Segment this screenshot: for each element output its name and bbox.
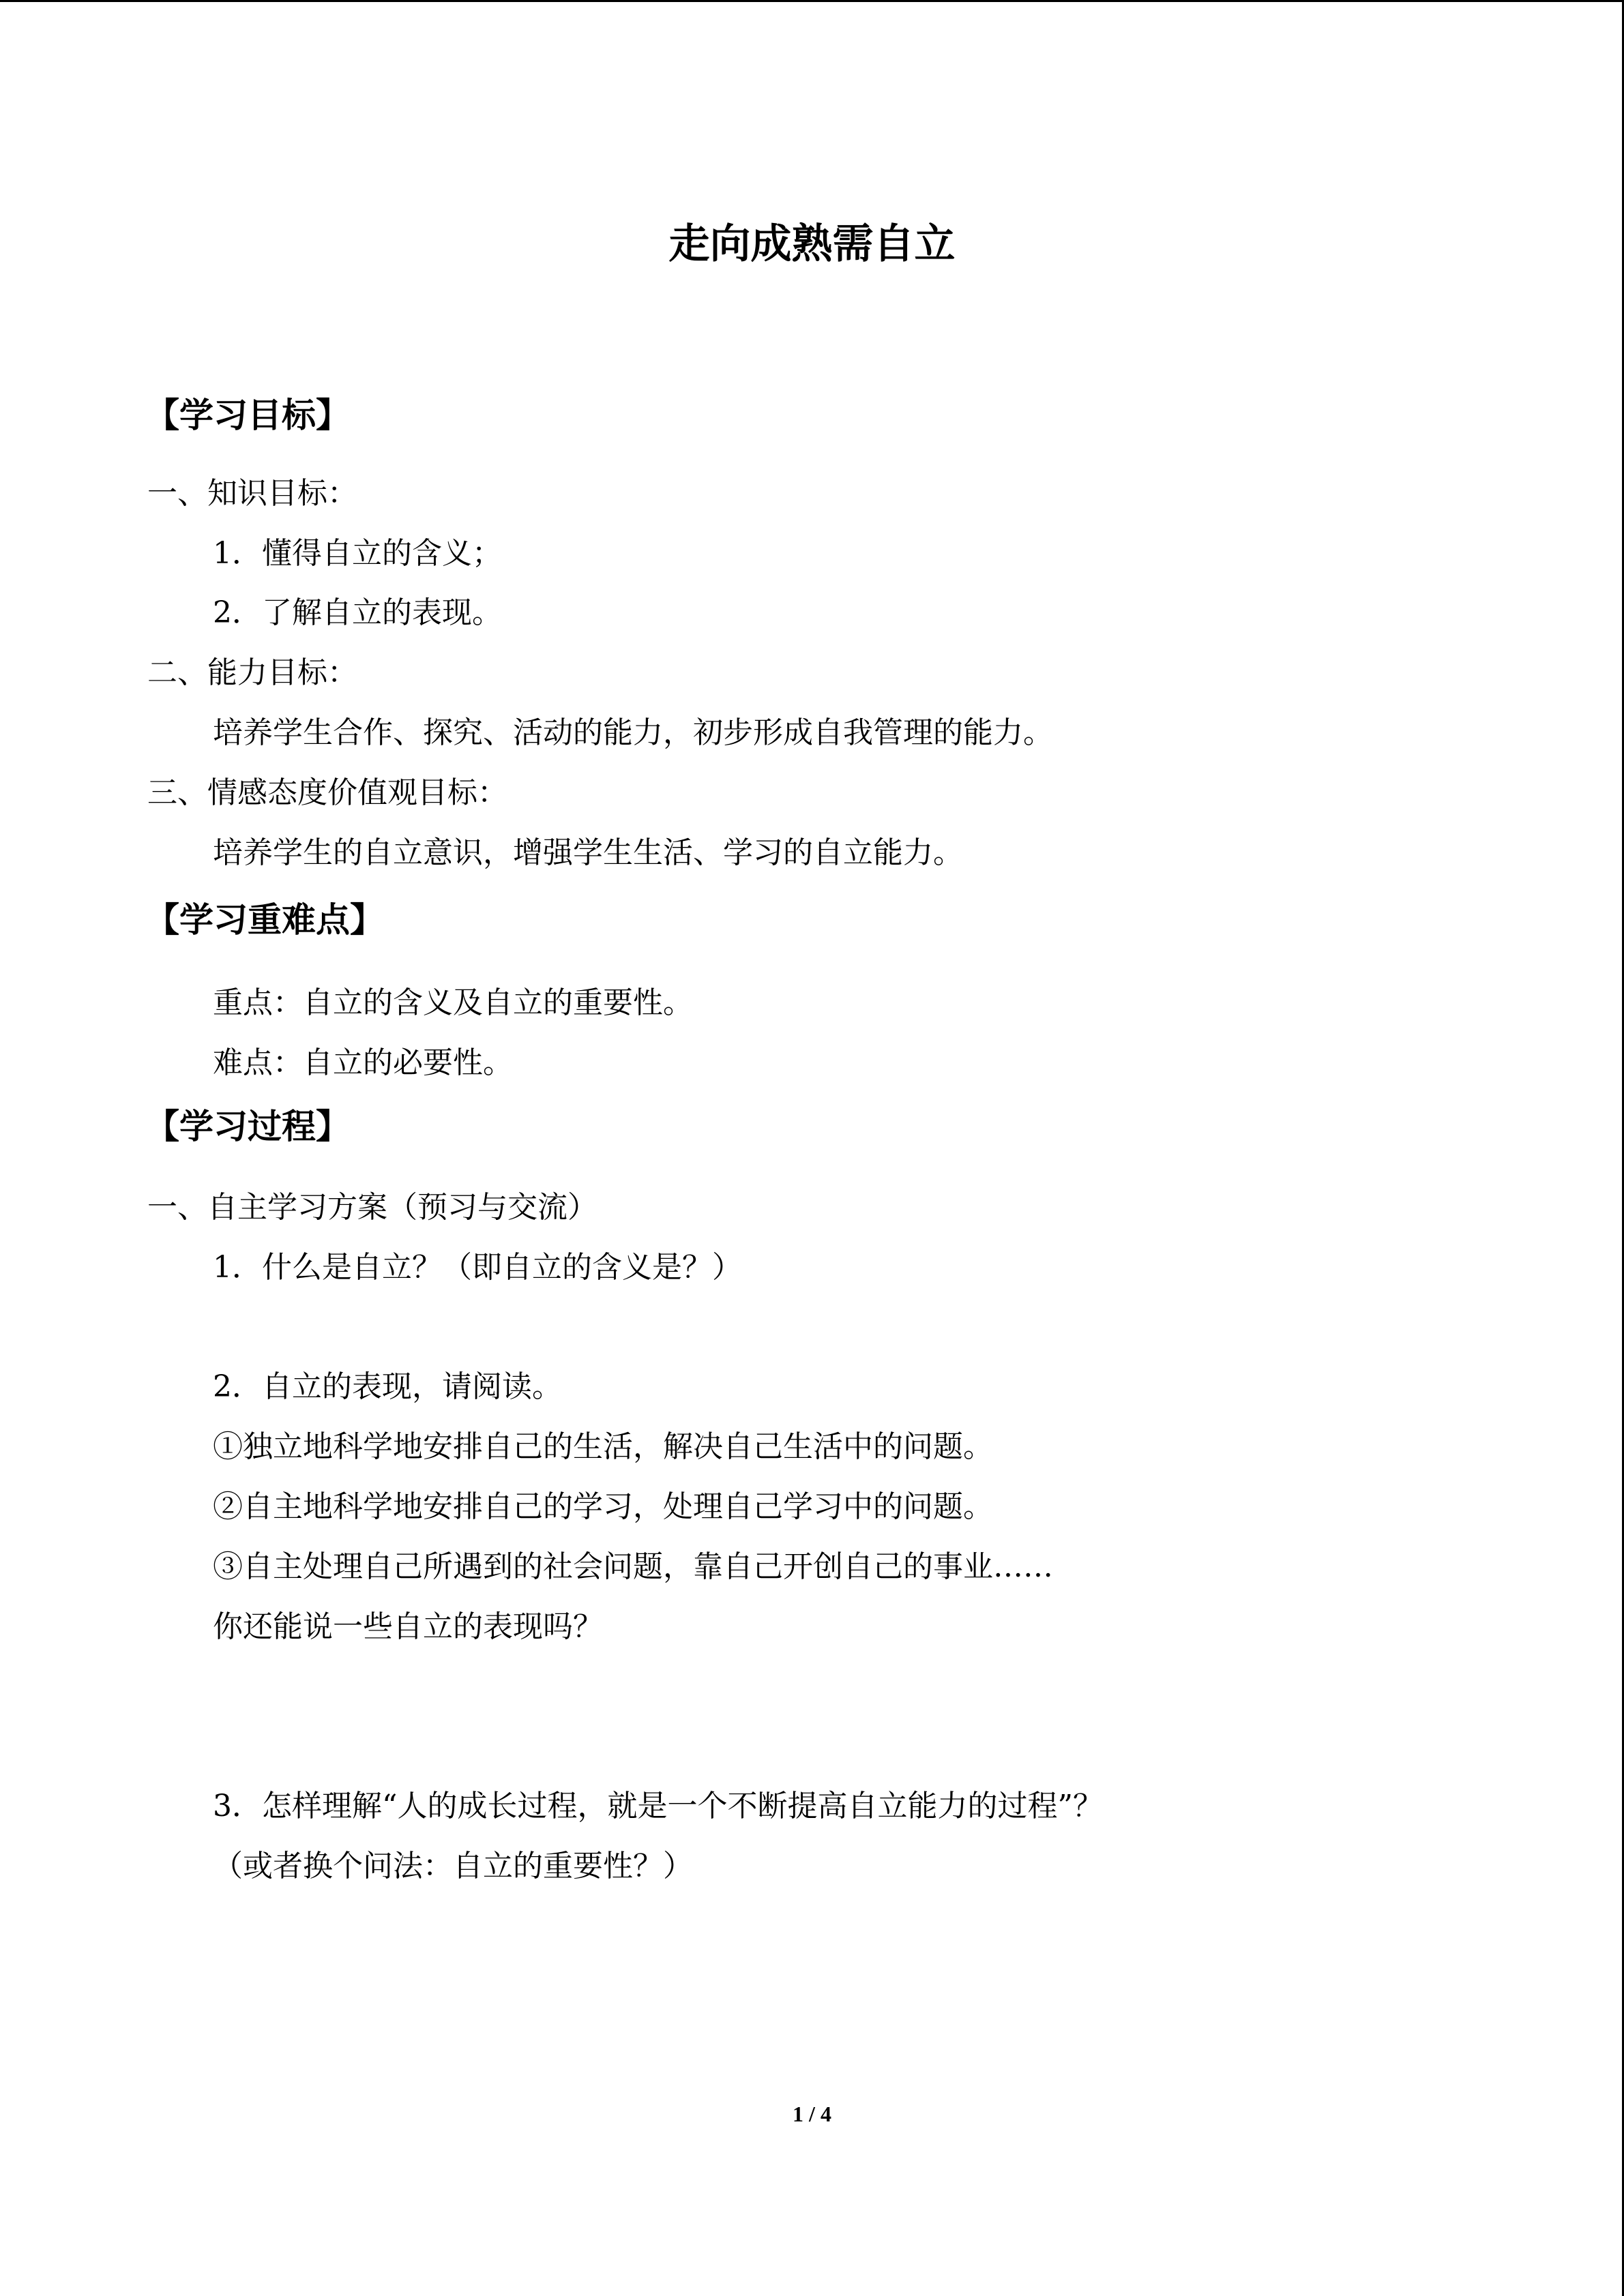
knowledge-objectives-label: 一、知识目标： (147, 476, 357, 511)
key-points-heading: 【学习重难点】 (145, 899, 384, 940)
objectives-heading: 【学习目标】 (145, 395, 350, 435)
page-number: 1 / 4 (793, 2102, 831, 2126)
process-heading: 【学习过程】 (145, 1106, 350, 1146)
difficult-point: 难点：自立的必要性。 (213, 1045, 513, 1080)
key-point: 重点：自立的含义及自立的重要性。 (213, 985, 693, 1020)
knowledge-item: 1．懂得自立的含义； (213, 536, 502, 571)
ability-objectives-label: 二、能力目标： (147, 655, 357, 690)
manifestation-item: ③自主处理自己所遇到的社会问题，靠自己开创自己的事业…… (213, 1549, 1053, 1584)
page-border-top (0, 0, 1624, 2)
page-title: 走向成熟需自立 (668, 220, 956, 268)
question-2-followup: 你还能说一些自立的表现吗？ (213, 1609, 603, 1644)
question-3-alternative: （或者换个问法：自立的重要性？） (213, 1849, 693, 1883)
manifestation-item: ②自主地科学地安排自己的学习，处理自己学习中的问题。 (213, 1489, 993, 1524)
question-3: 3．怎样理解“人的成长过程，就是一个不断提高自立能力的过程”？ (213, 1789, 1103, 1823)
emotion-objectives-label: 三、情感态度价值观目标： (147, 775, 507, 810)
question-2: 2．自立的表现，请阅读。 (213, 1369, 562, 1404)
knowledge-item: 2．了解自立的表现。 (213, 595, 502, 630)
emotion-objectives-text: 培养学生的自立意识，增强学生生活、学习的自立能力。 (213, 835, 963, 870)
self-study-plan-label: 一、自主学习方案（预习与交流） (147, 1190, 597, 1225)
question-1: 1．什么是自立？（即自立的含义是？） (213, 1250, 742, 1285)
ability-objectives-text: 培养学生合作、探究、活动的能力，初步形成自我管理的能力。 (213, 715, 1053, 750)
manifestation-item: ①独立地科学地安排自己的生活，解决自己生活中的问题。 (213, 1429, 993, 1464)
